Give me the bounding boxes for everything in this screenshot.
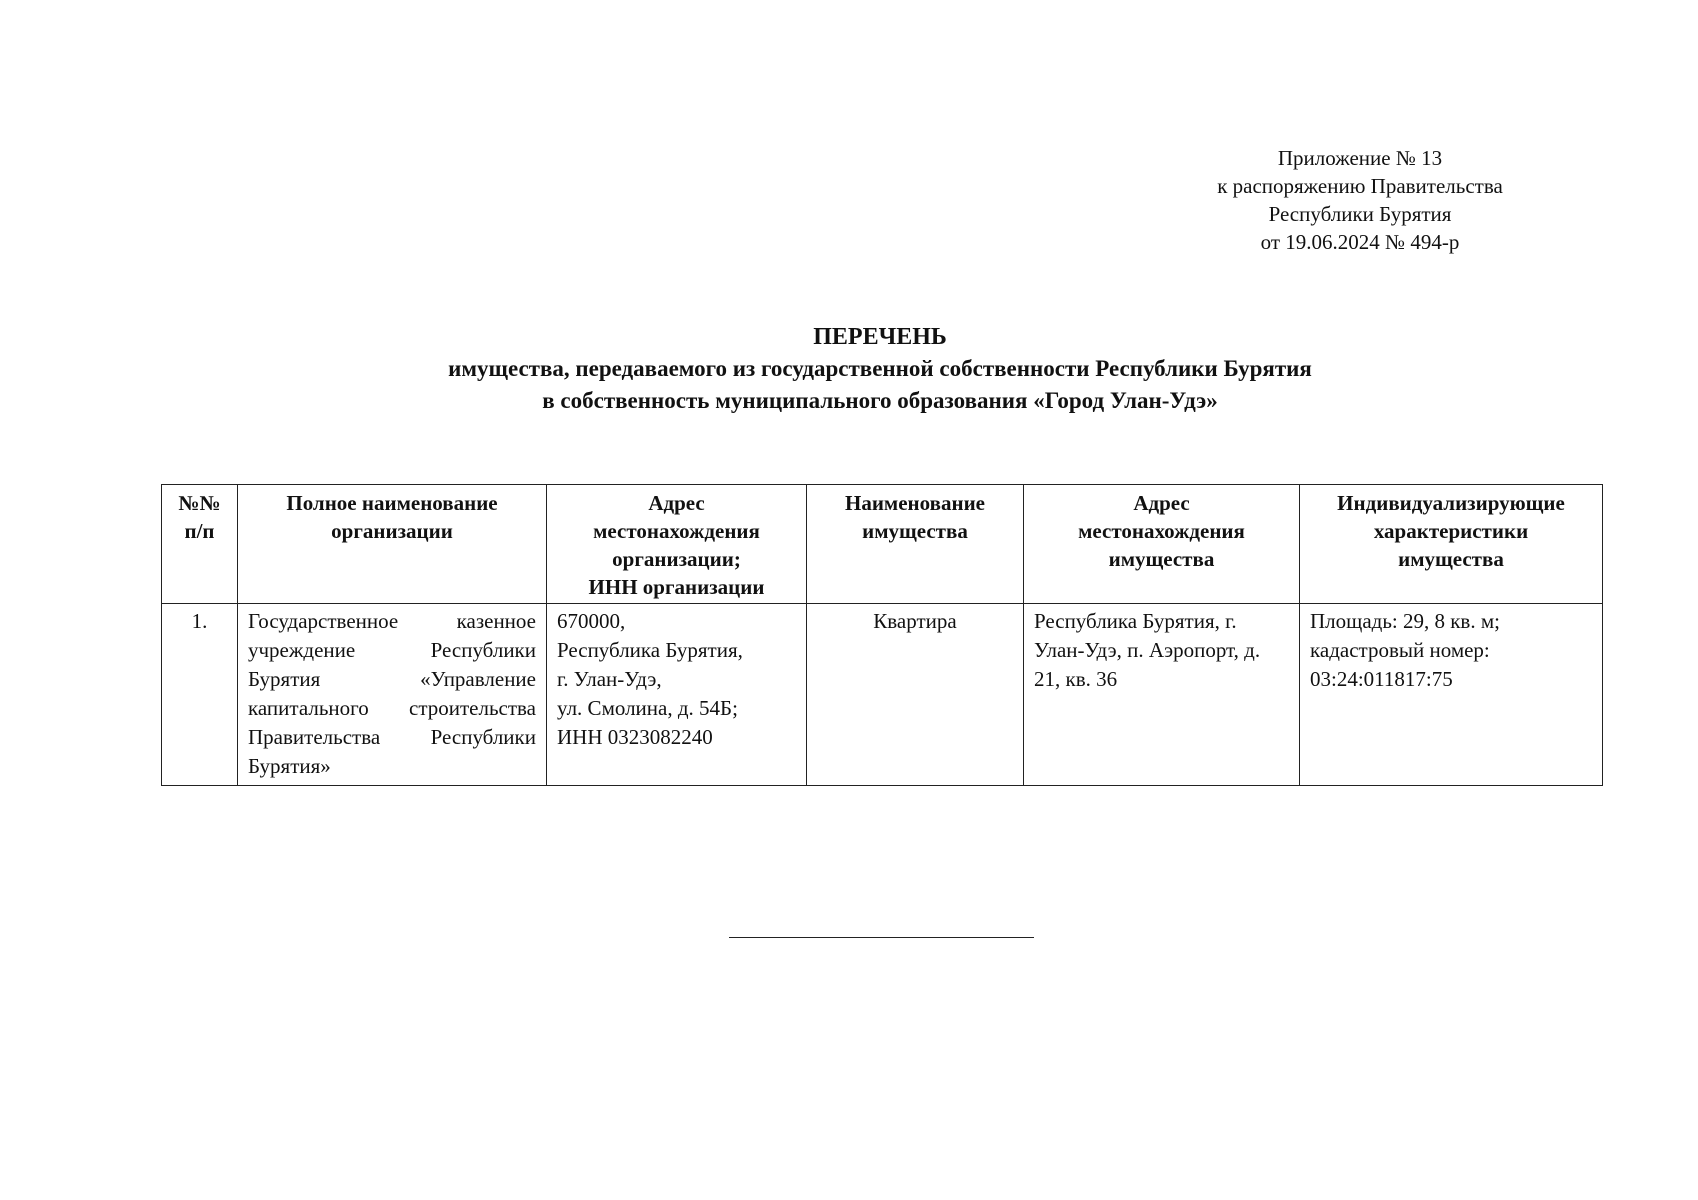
cell-property-address: Республика Бурятия, г. Улан-Удэ, п. Аэропорт, д. 21, кв. 36 [1024,604,1300,786]
cell-number: 1. [162,604,238,786]
cell-organization-name: Государственное казенное учреждение Республики Бурятия «Управление капитального строительства Правительства Республики Бурятия» [238,604,547,786]
document-subtitle-line-1: имущества, передаваемого из государственной собственности Республики Бурятия [448,356,1312,381]
property-table [161,484,1603,786]
cell-characteristics: Площадь: 29, 8 кв. м; кадастровый номер: 03:24:011817:75 [1300,604,1603,786]
table-header-row [162,485,1603,604]
table-row [162,604,1603,786]
cell-organization-address: 670000, Республика Бурятия, г. Улан-Удэ, ул. Смолина, д. 54Б; ИНН 0323082240 [547,604,807,786]
appendix-block [1170,144,1550,256]
appendix-date: от 19.06.2024 № 494-р [1260,230,1460,254]
document-subtitle-line-2: в собственность муниципального образования «Город Улан-Удэ» [542,388,1218,413]
header-characteristics: Индивидуализирующие характеристики имущества [1300,485,1603,604]
document-title-block [160,321,1600,417]
cell-property-name: Квартира [807,604,1024,786]
header-number: №№ п/п [162,485,238,604]
document-title: ПЕРЕЧЕНЬ [813,324,947,350]
header-property-address: Адрес местонахождения имущества [1024,485,1300,604]
end-of-document-rule [729,937,1034,938]
header-organization-address: Адрес местонахождения организации; ИНН организации [547,485,807,604]
appendix-number: Приложение № 13 [1277,146,1443,170]
header-property-name: Наименование имущества [807,485,1024,604]
appendix-republic: Республики Бурятия [1268,202,1452,226]
appendix-order-ref: к распоряжению Правительства [1217,174,1503,198]
header-organization-name: Полное наименование организации [238,485,547,604]
